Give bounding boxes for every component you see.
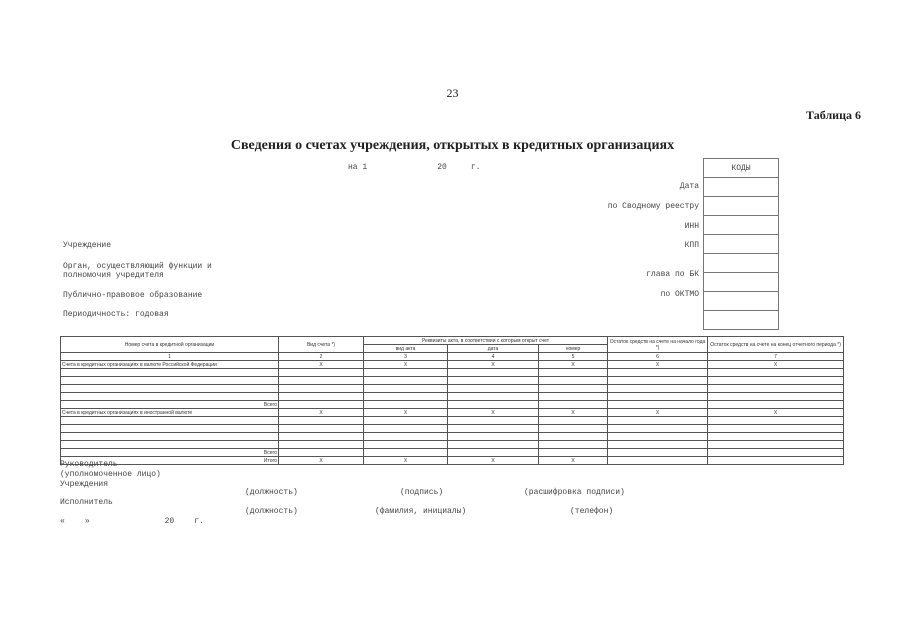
table-cell[interactable] (448, 369, 539, 377)
foreign-section-label: Счета в кредитных организациях в иностранной валюте (61, 409, 279, 417)
code-label-oktmo: по ОКТМО (660, 290, 699, 299)
date-quote-open: « (60, 517, 65, 526)
rub-section-label: Счета в кредитных организациях в валюте Российской Федерации (61, 361, 279, 369)
x-mark: X (608, 361, 708, 369)
table-cell[interactable] (448, 385, 539, 393)
table-number: Таблица 6 (806, 108, 861, 122)
table-row (61, 425, 844, 433)
table-row (61, 393, 844, 401)
x-mark: X (448, 361, 539, 369)
head-signature-decoding-caption: (расшифровка подписи) (524, 488, 625, 497)
table-cell[interactable] (364, 385, 448, 393)
header-act-type: вид акта (364, 345, 448, 353)
code-period-cell[interactable] (704, 311, 779, 330)
table-cell[interactable] (364, 393, 448, 401)
column-numbers-row (61, 353, 844, 361)
date-prefix: на 1 (348, 163, 368, 172)
x-mark: X (708, 409, 844, 417)
table-cell[interactable] (608, 385, 708, 393)
table-row (61, 369, 844, 377)
founder-organ-label-2: полномочия учредителя (63, 271, 164, 280)
table-cell[interactable] (708, 449, 844, 457)
table-cell[interactable] (364, 449, 448, 457)
date-year: 20 (164, 517, 175, 526)
table-cell[interactable] (608, 425, 708, 433)
head-position-caption: (должность) (245, 488, 298, 497)
header-balance-start: Остаток средств на счете на начало года *) (608, 337, 708, 353)
col-number: 1 (61, 353, 279, 361)
table-cell[interactable] (708, 377, 844, 385)
table-cell[interactable] (279, 441, 364, 449)
table-cell[interactable] (448, 377, 539, 385)
executor-label: Исполнитель (60, 498, 113, 507)
table-cell[interactable] (708, 417, 844, 425)
x-mark: X (539, 409, 608, 417)
table-cell[interactable] (708, 401, 844, 409)
table-cell[interactable] (279, 377, 364, 385)
institution-label: Учреждение (63, 241, 112, 250)
table-cell[interactable] (61, 385, 279, 393)
table-cell[interactable] (364, 441, 448, 449)
document-title: Сведения о счетах учреждения, открытых в кредитных организациях (230, 138, 675, 153)
x-mark: X (364, 361, 448, 369)
table-cell[interactable] (608, 401, 708, 409)
date-quote-close: » (84, 517, 90, 526)
col-number: 2 (279, 353, 364, 361)
header-act-number: номер (539, 345, 608, 353)
table-cell[interactable] (539, 425, 608, 433)
table-cell[interactable] (708, 369, 844, 377)
header-account-type: Вид счета *) (279, 337, 364, 353)
table-cell[interactable] (708, 457, 844, 465)
table-cell[interactable] (608, 393, 708, 401)
table-cell[interactable] (448, 441, 539, 449)
code-label-inn: ИНН (684, 222, 699, 231)
table-cell[interactable] (279, 449, 364, 457)
table-cell[interactable] (539, 417, 608, 425)
code-kpp-cell[interactable] (704, 235, 779, 254)
public-entity-label: Публично-правовое образование (63, 291, 203, 300)
x-mark: X (448, 409, 539, 417)
subtotal-label: Всего (61, 401, 279, 409)
x-mark: X (364, 409, 448, 417)
report-date-line (348, 163, 480, 172)
table-cell[interactable] (608, 369, 708, 377)
date-year: 20 (437, 163, 447, 172)
header-act-date: дата (448, 345, 539, 353)
codes-box (703, 158, 779, 330)
header-act-details: Реквизиты акта, в соответствии с которым открыт счет (364, 337, 608, 345)
rub-subtotal-row (61, 401, 844, 409)
col-number: 7 (708, 353, 844, 361)
code-inn-cell[interactable] (704, 216, 779, 235)
x-mark: X (279, 361, 364, 369)
table-cell[interactable] (708, 393, 844, 401)
table-cell[interactable] (539, 401, 608, 409)
date-suffix: г. (470, 163, 481, 172)
table-cell[interactable] (539, 377, 608, 385)
table-cell[interactable] (608, 417, 708, 425)
code-label-kpp: КПП (684, 241, 699, 250)
table-cell[interactable] (61, 417, 279, 425)
col-number: 3 (364, 353, 448, 361)
table-cell[interactable] (279, 369, 364, 377)
table-cell[interactable] (61, 377, 279, 385)
table-cell[interactable] (279, 417, 364, 425)
table-cell[interactable] (61, 441, 279, 449)
table-cell[interactable] (539, 385, 608, 393)
header-account-number: Номер счета в кредитной организации (61, 337, 279, 353)
table-cell[interactable] (279, 433, 364, 441)
x-mark: X (539, 361, 608, 369)
x-mark: X (364, 457, 448, 465)
codes-header: КОДЫ (704, 159, 779, 178)
head-label-1: Руководитель (60, 460, 118, 469)
table-cell[interactable] (539, 369, 608, 377)
code-label-date: Дата (679, 182, 699, 191)
table-cell[interactable] (448, 401, 539, 409)
code-registry-cell[interactable] (704, 197, 779, 216)
table-cell[interactable] (448, 417, 539, 425)
head-label-3: Учреждения (60, 480, 109, 489)
grand-total-row (61, 457, 844, 465)
accounts-table (60, 336, 844, 465)
col-number: 5 (539, 353, 608, 361)
foreign-section-row (61, 409, 844, 417)
head-label-2: (уполномоченное лицо) (60, 470, 161, 479)
table-cell[interactable] (708, 425, 844, 433)
table-cell[interactable] (539, 441, 608, 449)
table-cell[interactable] (608, 449, 708, 457)
table-cell[interactable] (539, 433, 608, 441)
table-row (61, 417, 844, 425)
executor-phone-caption: (телефон) (570, 507, 614, 516)
table-cell[interactable] (448, 393, 539, 401)
code-oktmo-cell[interactable] (704, 292, 779, 311)
col-number: 6 (608, 353, 708, 361)
table-cell[interactable] (708, 441, 844, 449)
table-cell[interactable] (708, 433, 844, 441)
code-label-registry: по Сводному реестру (607, 202, 699, 211)
table-cell[interactable] (364, 401, 448, 409)
date-suffix: г. (194, 517, 204, 526)
x-mark: X (448, 457, 539, 465)
x-mark: X (279, 457, 364, 465)
table-row (61, 385, 844, 393)
table-cell[interactable] (279, 401, 364, 409)
table-cell[interactable] (279, 393, 364, 401)
x-mark: X (279, 409, 364, 417)
table-cell[interactable] (61, 369, 279, 377)
table-cell[interactable] (279, 425, 364, 433)
page-number: 23 (446, 86, 459, 100)
header-balance-end: Остаток средств на счете на конец отчетного периода *) (708, 337, 844, 353)
table-cell[interactable] (364, 417, 448, 425)
executor-name-caption: (фамилия, инициалы) (375, 507, 467, 516)
table-cell[interactable] (61, 425, 279, 433)
table-row (61, 433, 844, 441)
rub-section-row (61, 361, 844, 369)
foreign-subtotal-row (61, 449, 844, 457)
table-cell[interactable] (708, 385, 844, 393)
table-cell[interactable] (608, 377, 708, 385)
table-cell[interactable] (539, 393, 608, 401)
table-cell[interactable] (61, 393, 279, 401)
table-cell[interactable] (364, 369, 448, 377)
head-signature-caption: (подпись) (400, 488, 444, 497)
total-label: Итого (61, 457, 279, 465)
table-cell[interactable] (448, 433, 539, 441)
founder-organ-label-1: Орган, осуществляющий функции и (63, 262, 212, 271)
periodicity-label: Периодичность: годовая (63, 310, 169, 319)
code-organ-cell[interactable] (704, 254, 779, 273)
code-date-cell[interactable] (704, 178, 779, 197)
subtotal-label: Всего (61, 449, 279, 457)
x-mark: X (539, 457, 608, 465)
table-row (61, 441, 844, 449)
table-cell[interactable] (608, 441, 708, 449)
table-cell[interactable] (61, 433, 279, 441)
code-label-chapter: глава по БК (646, 270, 699, 279)
table-cell[interactable] (448, 449, 539, 457)
code-chapter-cell[interactable] (704, 273, 779, 292)
table-cell[interactable] (608, 457, 708, 465)
table-cell[interactable] (448, 425, 539, 433)
x-mark: X (708, 361, 844, 369)
executor-position-caption: (должность) (245, 507, 298, 516)
col-number: 4 (448, 353, 539, 361)
table-cell[interactable] (608, 433, 708, 441)
table-cell[interactable] (279, 385, 364, 393)
table-cell[interactable] (539, 449, 608, 457)
table-cell[interactable] (364, 425, 448, 433)
signature-date-line (60, 517, 204, 527)
table-row (61, 377, 844, 385)
table-cell[interactable] (364, 377, 448, 385)
x-mark: X (608, 409, 708, 417)
table-cell[interactable] (364, 433, 448, 441)
